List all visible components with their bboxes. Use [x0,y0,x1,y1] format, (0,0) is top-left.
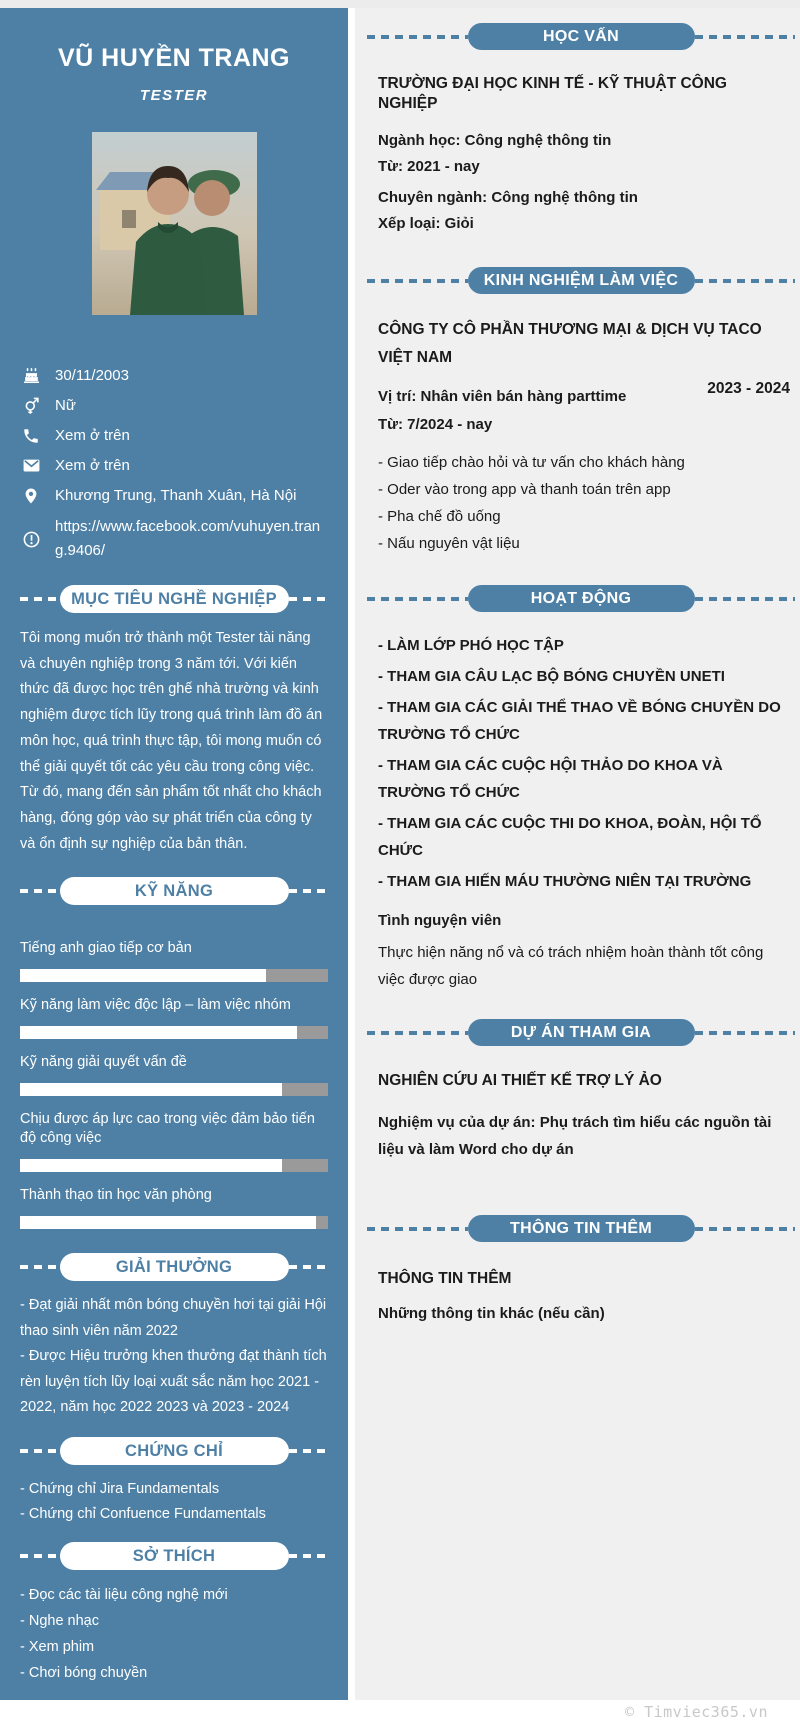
certificate-item: - Chứng chỉ Confuence Fundamentals [20,1506,266,1523]
skill-bar [20,1083,328,1096]
hobbies-section-title: SỞ THÍCH [60,1542,289,1570]
certificates-section-title: CHỨNG CHỈ [60,1437,289,1465]
activity-item: - THAM GIA CÁC CUỘC HỘI THẢO DO KHOA VÀ TRƯỜNG TỔ CHỨC [378,757,723,801]
dash-line [20,889,60,893]
profile-photo-illustration [92,132,257,315]
address-value: Khương Trung, Thanh Xuân, Hà Nội [55,487,297,504]
hobbies-section-header [20,1542,328,1570]
contact-email [20,455,328,476]
dash-line [289,1554,329,1558]
hobbies-list [20,1582,328,1686]
skills-section-header [20,877,328,905]
contact-birthday [20,365,328,386]
hobby-item: - Chơi bóng chuyền [20,1664,148,1681]
dash-line [367,35,468,39]
email-icon [20,456,42,475]
candidate-title: TESTER [139,87,209,104]
info-icon [20,530,42,549]
hobby-item: - Nghe nhạc [20,1612,99,1629]
activities-section-header [367,585,795,612]
activities-list [378,632,790,895]
contact-gender [20,395,328,416]
birthday-value: 30/11/2003 [55,367,129,384]
company-name: CÔNG TY CÔ PHẦN THƯƠNG MẠI & DỊCH VỤ TACO VIỆT NAM [378,321,762,366]
additional-section-header [367,1215,795,1242]
project-description: Nghiệm vụ của dự án: Phụ trách tìm hiểu các nguồn tài liệu và làm Word cho dự án [378,1114,772,1158]
skill-bar [20,1026,328,1039]
additional-section-title: THÔNG TIN THÊM [468,1215,695,1242]
activities-section-title: HOẠT ĐỘNG [468,585,695,612]
dash-line [20,1554,60,1558]
dash-line [695,35,796,39]
contact-list [20,365,328,563]
dash-line [289,597,329,601]
sidebar [0,8,348,1700]
skill-bar-fill [20,1159,282,1172]
email-value: Xem ở trên [55,457,130,474]
contact-address [20,485,328,506]
duty-item: - Giao tiếp chào hỏi và tư vấn cho khách hàng [378,454,685,471]
watermark: © Timviec365.vn [625,1703,768,1721]
skill-bar-fill [20,1083,282,1096]
experience-from: Từ: 7/2024 - nay [378,416,493,433]
duty-item: - Nấu nguyên vật liệu [378,535,520,552]
location-icon [20,487,42,505]
dash-line [695,597,796,601]
dash-line [695,1031,796,1035]
dash-line [289,1265,329,1269]
skill-bar [20,969,328,982]
skill-label: Tiếng anh giao tiếp cơ bản [20,940,192,957]
school-name: TRƯỜNG ĐẠI HỌC KINH TẾ - KỸ THUẬT CÔNG NGHIỆP [378,75,727,112]
phone-value: Xem ở trên [55,427,130,444]
skill-bar-fill [20,1216,316,1229]
certificates-list [20,1477,328,1528]
awards-list [20,1293,328,1421]
birthday-icon [20,366,42,385]
dash-line [20,1449,60,1453]
duty-item: - Pha chế đồ uống [378,508,501,525]
profile-photo [92,132,257,315]
projects-section-header [367,1019,795,1046]
experience-section-header [367,267,795,294]
duty-item: - Oder vào trong app và thanh toán trên app [378,481,671,498]
objective-section-title: MỤC TIÊU NGHỀ NGHIỆP [60,585,289,613]
gender-value: Nữ [55,397,76,414]
top-strip [0,0,800,8]
education-grade: Xếp loại: Giỏi [378,215,474,232]
phone-icon [20,427,42,445]
hobby-item: - Đọc các tài liệu công nghệ mới [20,1586,228,1603]
skill-label: Chịu được áp lực cao trong việc đảm bảo tiến độ công việc [20,1111,315,1147]
additional-note: Những thông tin khác (nếu cần) [378,1305,605,1322]
contact-facebook [20,515,328,563]
education-from: Từ: 2021 - nay [378,158,480,175]
activity-item: - THAM GIA CÁC GIẢI THỂ THAO VỀ BÓNG CHUYỀN DO TRƯỜNG TỔ CHỨC [378,699,781,743]
additional-heading: THÔNG TIN THÊM [378,1270,512,1287]
experience-position: Vị trí: Nhân viên bán hàng parttime [378,388,627,405]
objective-text: Tôi mong muốn trở thành một Tester tài năng và chuyên nghiệp trong 3 năm tới. Với kiến thức đã được học trên ghế nhà trường và kinh nghiệm được tích lũy trong quá trình làm đồ án môn học, quá trình thực tập, tôi mong muốn có thể giải quyết tốt các yêu cầu trong công việc. Từ đó, mang đến sản phẩm tốt nhất cho khách hàng, đóng góp vào sự phát triển của công ty và ổn định sự nghiệp của bản thân. [20,630,323,852]
experience-period: 2023 - 2024 [707,380,790,397]
skill-bar [20,1159,328,1172]
award-item: - Được Hiệu trưởng khen thưởng đạt thành tích rèn luyện tích lũy loại xuất sắc năm học 2021 - 2022, năm học 2022 2023 và 2023 - 2024 [20,1348,327,1416]
skill-bar-fill [20,1026,297,1039]
dash-line [20,597,60,601]
awards-section-title: GIẢI THƯỞNG [60,1253,289,1281]
activity-item: - LÀM LỚP PHÓ HỌC TẬP [378,637,564,654]
objective-section-header [20,585,328,613]
activity-item: - THAM GIA CÁC CUỘC THI DO KHOA, ĐOÀN, HỘI TỔ CHỨC [378,815,762,859]
dash-line [367,1227,468,1231]
skill-label: Thành thạo tin học văn phòng [20,1187,212,1204]
experience-position-row [378,380,790,435]
gender-icon [20,396,42,415]
projects-section-title: DỰ ÁN THAM GIA [468,1019,695,1046]
award-item: - Đạt giải nhất môn bóng chuyền hơi tại giải Hội thao sinh viên năm 2022 [20,1297,327,1339]
facebook-link[interactable]: https://www.facebook.com/vuhuyen.trang.9406/ [55,518,321,559]
skill-bar [20,1216,328,1229]
education-specialization: Chuyên ngành: Công nghệ thông tin [378,189,638,206]
dash-line [367,1031,468,1035]
contact-phone [20,425,328,446]
volunteer-description: Thực hiện năng nổ và có trách nhiệm hoàn thành tốt công việc được giao [378,944,764,988]
dash-line [695,1227,796,1231]
project-name: NGHIÊN CỨU AI THIẾT KẾ TRỢ LÝ ẢO [378,1072,662,1089]
hobby-item: - Xem phim [20,1638,95,1655]
candidate-name: VŨ HUYỀN TRANG [57,44,290,72]
certificates-section-header [20,1437,328,1465]
experience-section-title: KINH NGHIỆM LÀM VIỆC [468,267,695,294]
awards-section-header [20,1253,328,1281]
volunteer-role: Tình nguyện viên [378,912,502,929]
dash-line [289,889,329,893]
dash-line [20,1265,60,1269]
dash-line [367,597,468,601]
education-section-title: HỌC VẤN [468,23,695,50]
dash-line [695,279,796,283]
certificate-item: - Chứng chỉ Jira Fundamentals [20,1480,220,1497]
activity-item: - THAM GIA CÂU LẠC BỘ BÓNG CHUYỀN UNETI [378,668,725,685]
dash-line [367,279,468,283]
skill-bar-fill [20,969,266,982]
skill-label: Kỹ năng làm việc độc lập – làm việc nhóm [20,997,291,1014]
skills-section-title: KỸ NĂNG [60,877,289,905]
experience-position-block [378,386,626,435]
skill-label: Kỹ năng giải quyết vấn đề [20,1054,187,1071]
activity-item: - THAM GIA HIẾN MÁU THƯỜNG NIÊN TẠI TRƯỜNG [378,873,752,890]
education-section-header [367,23,795,50]
experience-duties [378,449,790,557]
dash-line [289,1449,329,1453]
main-panel [355,8,800,1700]
education-major: Ngành học: Công nghệ thông tin [378,132,612,149]
